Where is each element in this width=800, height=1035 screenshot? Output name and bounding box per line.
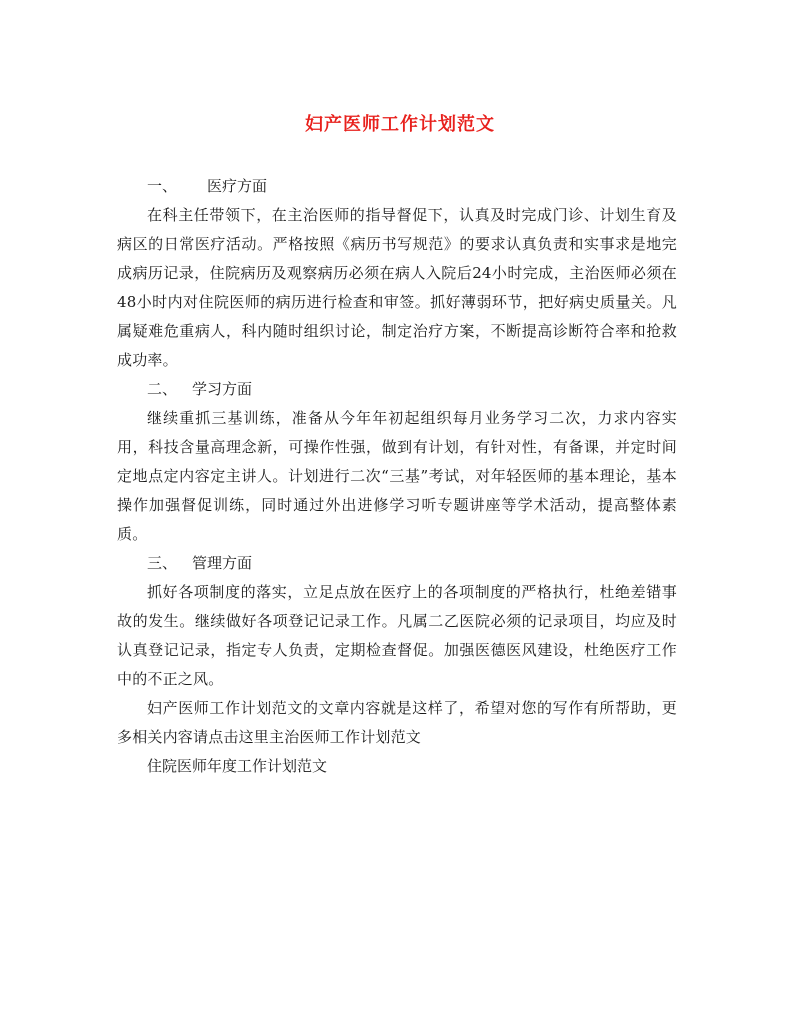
section-number: 三、 bbox=[147, 554, 178, 572]
section-paragraph-study: 继续重抓三基训练，准备从今年年初起组织每月业务学习二次，力求内容实用，科技含量高理念新，可操作性强，做到有计划，有针对性，有备课，并定时间定地点定内容定主讲人。计划进行二次“三基”考试，对年轻医师的基本理论，基本操作加强督促训练，同时通过外出进修学习听专题讲座等学术活动，提高整体素质。 bbox=[117, 409, 677, 543]
section-heading-text: 医疗方面 bbox=[207, 177, 268, 195]
section-heading-text: 学习方面 bbox=[192, 380, 253, 398]
closing-paragraph: 妇产医师工作计划范文的文章内容就是这样了，希望对您的写作有所帮助，更多相关内容请点击这里主治医师工作计划范文 bbox=[117, 699, 677, 746]
section-heading-medical bbox=[117, 172, 677, 201]
section-heading-management bbox=[117, 549, 677, 578]
section-number: 二、 bbox=[147, 380, 178, 398]
document-body bbox=[117, 172, 677, 781]
document-title: 妇产医师工作计划范文 bbox=[305, 114, 495, 135]
section-paragraph-medical: 在科主任带领下，在主治医师的指导督促下，认真及时完成门诊、计划生育及病区的日常医疗活动。严格按照《病历书写规范》的要求认真负责和实事求是地完成病历记录，住院病历及观察病历必须在病人入院后24小时完成，主治医师必须在48小时内对住院医师的病历进行检查和审签。抓好薄弱环节，把好病史质量关。凡属疑难危重病人，科内随时组织讨论，制定治疗方案，不断提高诊断符合率和抢救成功率。 bbox=[117, 206, 677, 369]
section-heading-text: 管理方面 bbox=[192, 554, 253, 572]
section-number: 一、 bbox=[147, 177, 178, 195]
section-heading-study bbox=[117, 375, 677, 404]
related-article-link[interactable]: 住院医师年度工作计划范文 bbox=[147, 757, 328, 775]
section-paragraph-management: 抓好各项制度的落实，立足点放在医疗上的各项制度的严格执行，杜绝差错事故的发生。继续做好各项登记记录工作。凡属二乙医院必须的记录项目，均应及时认真登记记录，指定专人负责，定期检查督促。加强医德医风建设，杜绝医疗工作中的不正之风。 bbox=[117, 583, 677, 688]
